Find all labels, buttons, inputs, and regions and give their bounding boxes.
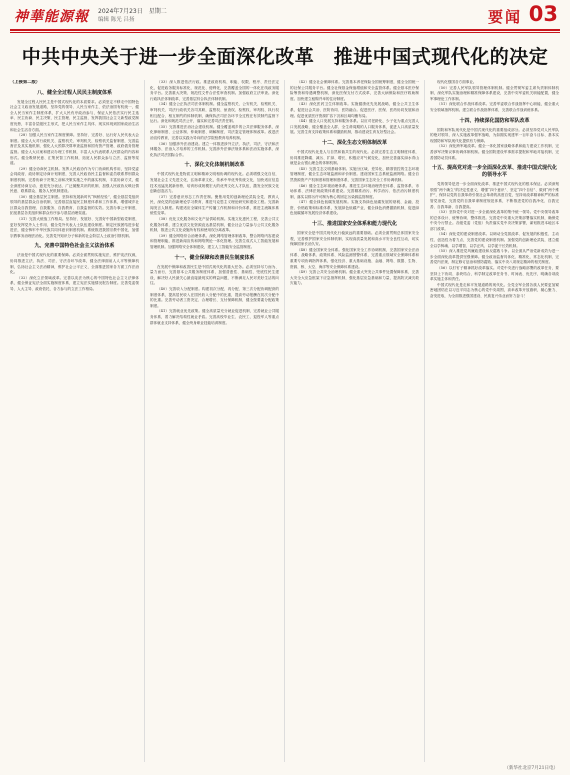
article-column-4 [430,80,559,762]
paragraph: （28）加强人民当家作主制度保障。坚持好、完善好、运行好人民代表大会制度。健全人大对行政机关、监察机关、审判机关、检察机关监督制度，完善监督法及其实施机制，强化人大预算决算审查监督和国有资产管理、政府债务管理监督。健全人大议案和建议办理工作机制，丰富人大代表联系人民群众的内容和形式。健全吸纳民意、汇集民智工作机制，拓宽人民群众参与立法、监督等渠道。 [10,133,139,166]
page-number: 03 [528,2,558,26]
paragraph: （50）完善人民军队领导管理体制机制。健全贯彻军委主席负责制体制机制，深化军队实施治理和精准保障体系建设，完善中央军委机关职能配置，健全军事理论工作体制。 [430,85,559,101]
continuation-note: （上接第二版） [10,80,41,85]
paragraph: （36）加强涉外法治建设。建立一体推进涉外立法、执法、司法、守法和法律服务、法治人才培养的工作机制。完善涉外法律法规体系和法治实施体系，深化执法司法国际合作。 [150,141,279,157]
section-heading: 九、完善中国特色社会主义法治体系 [34,243,115,250]
paragraph: （48）健全国家安全体系。强化国家安全工作协调机制，完善国家安全法治体系、战略体系、政策体系、风险监测预警体系，完善重点领域安全保障体系和重要专项协调指挥体系，强化经济、重大基础设施、金融、网络、数据、生物、资源、核、太空、海洋等安全保障体系建设。 [290,247,419,269]
paragraph: （56）以钉钉子精神抓好改革落实。对党中央进行战略部署的改革任务，要坚持上下协同、条块结合，科学制定改革任务书、时间表、优先序，明确各项改革实施主体和责任。 [430,266,559,282]
paragraph: （33）深入推进依法行政。推进政府机构、职能、权限、程序、责任法定化，促进政务服务标准化、规范化、便利化，完善覆盖全国的一体化在线政务服务平台。完善重大决策、规范性文件合法性审查机制。加强政府立法审查。深化行政执法体制改革，完善基层综合执法体制机制。 [150,80,279,101]
paragraph: （32）深化立法领域改革。完善以宪法为核心的中国特色社会主义法律体系，健全保证宪法全面实施制度体系，建立宪法实施情况报告制度。完善党委领导、人大主导、政府依托、各方参与的立法工作格局。 [10,275,139,291]
section-title: 要闻 [487,8,522,26]
paragraph: （45）完善生态文明基础体制。实施分区域、差异化、精准管控的生态环境管理制度，健全生态环境监测和评价制度。建设国家生态系统监测网络。健全自然资源资产产权制度和管理制度体系，完善国家生态安全工作协调机制。 [290,166,419,182]
paragraph: （29）健全协商民主机制。发挥人民政协作为专门协商机构作用，坚持党委会同政府、政协制定协商计划制度，完善人民政协民主监督和委员联系界别群众制度机制。完善协商于决策之前和决策实施之中的落实机制，丰富协商方式，健全深度协商互动、意见充分表达、广泛凝聚共识的机制，加强人民政协反映社情民意、联系群众、服务人民机制建设。 [10,166,139,194]
paragraph: （53）坚持党中央对进一步全面深化改革的集中统一领导。党中央领导改革的总体设计、统筹协调、整体推进。完善党中央重大决策部署落实机制，确保党中央令行禁止。各级党委（党组）负责落实党中央决策部署，谋划推进本地区本部门改革。 [430,210,559,231]
masthead [0,0,570,34]
paragraph: （41）完善就业优先政策。健全高质量充分就业促进机制，完善就业公共服务体系，着力解决结构性就业矛盾。完善高校毕业生、农民工、退役军人等重点群体就业支持体系，健全终身职业技能培训制度。 [150,309,279,325]
section-heading: 十五、提高党对进一步全面深化改革、推进中国式现代化的领导水平 [431,165,557,179]
paragraph: 在发展中保障和改善民生是中国式现代化的重大任务。必须坚持尽力而为、量力而行，完善基本公共服务制度体系，加强普惠性、基础性、兜底性民生建设，解决好人民最关心最直接最现实的利益问题，不断满足人民对美好生活的向往。 [150,264,279,286]
paragraph: 党的领导是进一步全面深化改革、推进中国式现代化的根本保证。必须深刻领悟“两个确立”的决定性意义，增强“四个意识”、坚定“四个自信”、做到“两个维护”，保持以党的自我革命引领社会革命的高度自觉，坚持用改革精神和严的标准管党治党，完善党的自我革命制度规范体系，不断推进党的自我净化、自我完善、自我革新、自我提高。 [430,182,559,209]
paragraph: （34）健全公正执法司法体制机制。健全监察机关、公安机关、检察机关、审判机关、司法行政机关各司其职，监察权、侦查权、检察权、审判权、执行权相互配合、相互制约的体制机制，确保执法司法各环节全过程在有效制约监督下运行。深化和规范司法公开，落实和完善司法责任制。 [150,102,279,124]
paragraph: （40）完善收入分配制度。构建初次分配、再分配、第三次分配协调配套的制度体系，提高居民收入在国民收入分配中的比重，提高劳动报酬在初次分配中的比重。完善劳动者工资决定、合理增长、支付保障机制，健全按要素分配政策制度。 [150,287,279,308]
paragraph: （37）完善意识形态工作责任制。聚焦用党的创新理论武装全党、教育人民，深化党的创新理论学习教育，推进马克思主义理论研究和建设工程。完善新闻发言人制度。构建适应全媒体生产传播工作机制和评价体系，推进主流媒体系统性变革。 [150,194,279,216]
section-heading: 十四、持续深化国防和军队改革 [459,117,530,124]
column-divider [144,80,145,762]
paragraph: 现代化强国各方面事业。 [437,80,477,84]
article-headline: 中共中央关于进一步全面深化改革 推进中国式现代化的决定 [21,46,549,68]
paragraph: （39）健全网络综合治理体系。深化网络管理体制改革，整合网络内容建设和管理职能，推进新闻宣传和网络舆论一体化管理。完善生成式人工智能发展和管理机制。加强网络安全体制建设，建立人工智能安全监管制度。 [150,233,279,250]
paragraph: （30）健全基层民主制度。坚持和发展新时代“枫桥经验”，健全基层党组织领导的基层群众自治机制，完善基层直接民主制度体系和工作体系，增强城乡社区群众自我管理、自我服务、自我教育、自我监督的实效。完善办事公开制度，拓宽基层各类组织和群众有序参与基层治理渠道。 [10,194,139,216]
paragraph: 中国式现代化是物质文明和精神文明相协调的现代化。必须增强文化自信，发展社会主义先进文化，弘扬革命文化，传承中华优秀传统文化，加快适应信息技术迅猛发展新形势，培育形成规模宏大的优秀文化人才队伍，激发全民族文化创新创造活力。 [150,172,279,194]
column-divider [284,80,285,762]
paragraph: （47）健全绿色低碳发展机制。实施支持绿色低碳发展的财税、金融、投资、价格政策和标准体系，发展绿色低碳产业，健全绿色消费激励机制，促进绿色低碳循环发展经济体系建设。 [290,200,419,216]
article-column-1 [10,80,139,762]
paragraph: 发展全过程人民民主是中国式现代化的本质要求。必须坚定不移走中国特色社会主义政治发展道路，坚持党的领导、人民当家作主、依法治国有机统一，健全人民当家作主制度体系，扩大人民有序政治参与，保证人民依法实行民主选举、民主协商、民主决策、民主管理、民主监督，发挥我国社会主义新型政党制度优势，丰富各层级民主形式，把人民当家作主具体、现实体现到国家政治生活和社会生活各方面。 [10,99,139,132]
paragraph: （31）完善大统战工作格局。坚持好、发展好、完善好中国新型政党制度，更好发挥党外人士作用，健全党外代表人士队伍建设制度。制定民族团结进步促进法，健全铸牢中华民族共同体意识制度机制。系统推进我国宗教中国化，加强宗教事务治理法治化。完善党外知识分子和新的社会阶层人士政治引领机制。 [10,217,139,238]
paragraph: （46）健全生态环境治理体系。推进生态环境治理责任体系、监管体系、市场体系、法律法规政策体系建设。完善精准治污、科学治污、依法治污制度机制，落实以排污许可制为核心的固定污染源监管制度。 [290,183,419,199]
paragraph: 中国式现代化是走和平发展道路的现代化。全党全军全国各族人民要更加紧密地团结在以习近平同志为核心的党中央周围，高举改革开放旗帜，凝心聚力、奋发进取，为全面推进强国建设、民族复兴伟业而努力奋斗！ [430,282,559,298]
paragraph: 国家安全是中国式现代化行稳致远的重要基础。必须全面贯彻总体国家安全观，完善维护国家安全体制机制，实现高质量发展和高水平安全良性互动，切实保障国家长治久安。 [290,231,419,247]
header-rule [10,29,560,31]
paragraph: （44）健全人口发展支持和服务体系。以应对老龄化、少子化为重点完善人口发展战略，健全覆盖全人群、全生命周期的人口服务体系，促进人口高质量发展。完善生育支持政策体系和激励机制，推动建设生育友好型社会。 [290,119,419,135]
paragraph: （54）深化党的建设制度改革。以调动全党抓改革、促发展的积极性、主动性、创造性为着力点，完善党的建设制度机制。加强党的创新理论武装，建立健全以学铸魂、以学增智、以学正风、以学促干长效机制。 [430,232,559,248]
paragraph: （51）深化联合作战体系改革。完善军委联合作战指挥中心职能，健全重大安全领域指挥机制。建立联合作战指挥体系，完善联合作战训练体系。 [430,102,559,112]
section-heading: 十二、深化生态文明体制改革 [321,139,387,146]
article-column-2 [150,80,279,762]
newspaper-logo: 神華能源報 [14,9,89,25]
paragraph: （38）优化文化服务和文化产品供给机制。实施文化惠民工程，完善公共文化服务体系，建立优质文化资源直达基层机制，健全社会力量参与公共文化服务机制，推进公共文化设施所有权和使用权分离改革。 [150,217,279,233]
editor-line: 编辑 陈光 吕扬 [98,17,135,23]
paragraph: （42）健全社会保障体系。完善基本养老保险全国统筹制度，健全全国统一的社保公共服务平台。健全社保基金保值增值和安全监管体系。健全基本医疗保险筹资和待遇调整机制，深化医保支付方式改革，完善大病保险和医疗救助制度。加快建立租购并举的住房制度。 [290,80,419,101]
section-heading: 十一、健全保障和改善民生制度体系 [174,254,255,261]
article-column-3 [290,80,419,762]
paragraph: （49）完善公共安全治理机制。健全重大突发公共事件处置保障体系，完善大安全大应急框架下应急指挥机制，强化基层应急基础和力量，提高防灾减灾救灾能力。 [290,270,419,286]
header-rule-thin [10,32,560,33]
paragraph: （43）深化医药卫生体制改革。实施健康优先发展战略，健全公共卫生体系，促进社会共治、医防协同、医防融合。促进医疗、医保、医药协同发展和治理。促进优质医疗资源扩容下沉和区域均衡布局。 [290,102,419,118]
paragraph: （35）完善推进法治社会建设机制。健全覆盖城乡的公共法律服务体系，深化律师制度、公证体制、仲裁制度、调解制度、司法鉴定管理体制改革。改进法治宣传教育，完善以实践为导向的法学院校教育培养机制。 [150,124,279,140]
column-divider [424,80,425,762]
section-heading: 十、深化文化体制机制改革 [184,162,245,169]
issue-date: 2024年7月23日 星期二 [98,8,167,15]
section-heading: 十三、推进国家安全体系和能力现代化 [311,221,397,228]
dateline-footer: （新华社北京7月21日电） [504,766,558,771]
paragraph: （55）深入推进党风廉政建设和反腐败斗争。以全面从严治党新成效为进一步全面深化改革提供坚强保障。健全政治监督具体化、精准化、常态化机制，完善党内法规，制定修订惩治和预防腐败、落实中央八项规定精神的相关制度。 [430,249,559,265]
paragraph: 国防和军队现代化是中国式现代化的重要组成部分。必须坚持党对人民军队的绝对领导，深入实施改革强军战略，为如期实现建军一百年奋斗目标、基本实现国防和军队现代化提供有力保障。 [430,127,559,143]
paragraph: 中国式现代化是人与自然和谐共生的现代化。必须完善生态文明制度体系，协同推进降碳、减污、扩绿、增长，积极应对气候变化，加快完善落实绿水青山就是金山银山理念的体制机制。 [290,149,419,166]
paragraph: （52）深化跨军地改革。健全一体化国家战略体系和能力建设工作机制，完善涉军决策议事协调体制机制。健全国防建设军事需求提报和军地对接机制，完善国防动员体系。 [430,144,559,160]
paragraph: 法治是中国式现代化的重要保障。必须全面贯彻实施宪法，维护宪法权威，协同推进立法、执法、司法、守法各环节改革，健全法律面前人人平等保障机制，弘扬社会主义法治精神，维护社会公平正义，全面推进国家各方面工作法治化。 [10,253,139,275]
section-heading: 八、健全全过程人民民主制度体系 [36,89,112,96]
